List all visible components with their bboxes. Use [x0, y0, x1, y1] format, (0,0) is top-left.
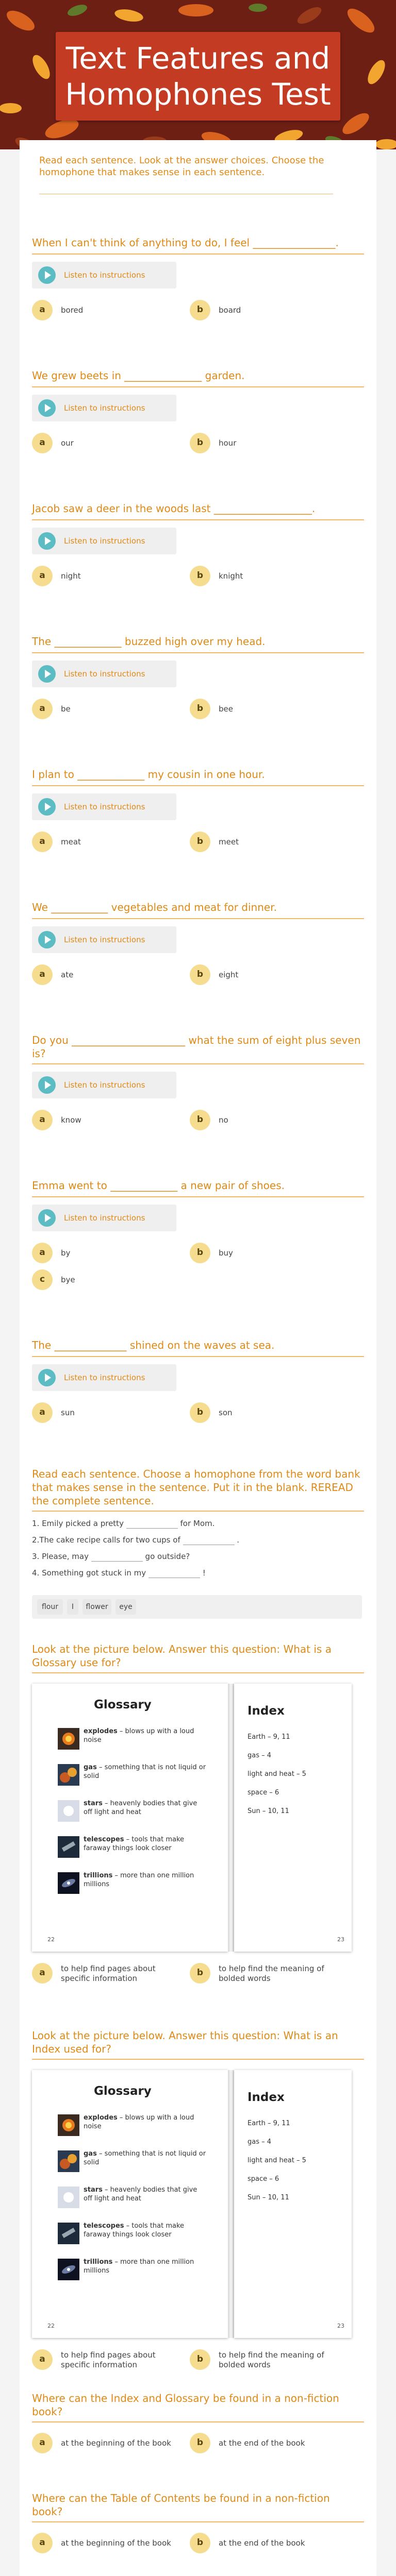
option-label: no: [219, 1115, 228, 1125]
option-letter: a: [32, 832, 53, 852]
option-label: bee: [219, 704, 233, 714]
option-letter: b: [190, 1963, 210, 1984]
listen-button[interactable]: [32, 926, 176, 953]
option-label: ate: [61, 970, 74, 979]
option-b[interactable]: [190, 1243, 314, 1263]
play-icon: [38, 931, 56, 948]
option-label: bored: [61, 306, 84, 315]
question-text: The _____________ buzzed high over my head.: [32, 635, 266, 648]
option-b[interactable]: [190, 832, 314, 852]
play-icon: [38, 1369, 56, 1386]
glossary-definition: – heavenly bodies that give off light and heat: [84, 1800, 197, 1816]
play-icon: [38, 266, 56, 284]
word-chip[interactable]: I: [67, 1599, 78, 1615]
index-entry: space – 6: [248, 1789, 279, 1797]
question-divider: [32, 1063, 364, 1064]
question-divider: [32, 519, 364, 520]
word-bank: [32, 1595, 362, 1619]
book-spine: [228, 1684, 234, 1952]
question-divider: [32, 785, 364, 786]
wordbank-sentence-4: [32, 1568, 206, 1578]
page-title: Text Features and Homophones Test: [65, 41, 331, 112]
glossary-term: telescopes: [84, 1836, 124, 1843]
question-text: The ______________ shined on the waves at sea.: [32, 1339, 275, 1351]
option-a[interactable]: [32, 2533, 176, 2553]
option-label: to help find pages about specific information: [61, 2350, 156, 2369]
option-b[interactable]: [190, 1402, 314, 1423]
option-a[interactable]: [32, 1402, 156, 1423]
glossary-entry: [58, 2149, 223, 2178]
glossary-term: explodes: [84, 2114, 118, 2122]
blank-input[interactable]: [91, 1552, 143, 1562]
glossary-entry: [58, 2222, 223, 2250]
option-label: meet: [219, 837, 239, 846]
glossary-term: stars: [84, 2186, 103, 2194]
question-divider: [32, 2059, 364, 2060]
gas-image: [58, 1764, 79, 1786]
glossary-term: explodes: [84, 1727, 118, 1735]
option-label: bye: [61, 1275, 75, 1284]
option-letter: a: [32, 1402, 53, 1423]
question-text: Look at the picture below. Answer this question: What is an Index used for?: [32, 2029, 338, 2055]
index-entry: gas – 4: [248, 1752, 272, 1759]
option-b[interactable]: [190, 433, 314, 453]
option-label: at the end of the book: [219, 2438, 305, 2448]
blank-input[interactable]: [148, 1569, 200, 1578]
glossary-book-image: [32, 1684, 352, 1952]
play-icon: [38, 399, 56, 417]
question-divider: [32, 1196, 364, 1197]
play-icon: [38, 532, 56, 550]
index-entry: light and heat – 5: [248, 2157, 306, 2164]
option-letter: a: [32, 1243, 53, 1263]
option-a[interactable]: [32, 964, 156, 985]
option-b[interactable]: [190, 566, 314, 586]
option-a[interactable]: [32, 566, 156, 586]
option-letter: b: [190, 699, 210, 719]
glossary-entry: [58, 1871, 223, 1900]
option-label: to help find pages about specific information: [61, 1964, 156, 1983]
sentence-start: 3. Please, may: [32, 1552, 89, 1561]
option-label: buy: [219, 1248, 233, 1258]
explosion-image: [58, 1728, 79, 1750]
stars-image: [58, 1800, 79, 1822]
option-letter: a: [32, 2533, 53, 2553]
explosion-image: [58, 2114, 79, 2136]
glossary-entry: [58, 1727, 223, 1756]
question-text: Emma went to _____________ a new pair of shoes.: [32, 1179, 285, 1192]
option-label: at the beginning of the book: [61, 2438, 171, 2448]
option-a[interactable]: [32, 1243, 156, 1263]
glossary-page: [32, 1684, 228, 1952]
option-label: by: [61, 1248, 71, 1258]
page-number: 23: [337, 1936, 344, 1943]
wordbank-divider: [32, 1511, 364, 1512]
question-divider: [32, 2421, 364, 2422]
index-book-image: [32, 2070, 352, 2338]
glossary-page: [32, 2070, 228, 2338]
question-divider: [32, 386, 364, 387]
option-b[interactable]: [190, 699, 314, 719]
option-b[interactable]: [190, 300, 314, 320]
sentence-end: !: [202, 1568, 206, 1578]
glossary-definition: – tools that make faraway things look closer: [84, 1836, 185, 1852]
glossary-definition: – something that is not liquid or solid: [84, 1764, 206, 1780]
glossary-term: trillions: [84, 2258, 113, 2266]
option-b[interactable]: [190, 1110, 314, 1130]
play-icon: [38, 665, 56, 683]
sentence-start: 1. Emily picked a pretty: [32, 1519, 124, 1528]
glossary-definition: – more than one million millions: [84, 2258, 194, 2275]
play-icon: [38, 1209, 56, 1227]
index-entry: gas – 4: [248, 2138, 272, 2146]
option-label: hour: [219, 438, 237, 448]
option-letter: b: [190, 2349, 210, 2370]
index-title: Index: [248, 1704, 285, 1718]
option-letter: c: [32, 1269, 53, 1290]
option-letter: b: [190, 1110, 210, 1130]
glossary-term: stars: [84, 1800, 103, 1807]
listen-label: Listen to instructions: [64, 802, 145, 811]
option-label: board: [219, 306, 241, 315]
listen-button[interactable]: [32, 1205, 176, 1231]
option-letter: b: [190, 2433, 210, 2453]
index-entry: Sun – 10, 11: [248, 2194, 289, 2201]
question-text: Where can the Index and Glossary be found in a non-fiction book?: [32, 2392, 339, 2418]
page-number: 22: [47, 2323, 55, 2329]
option-letter: b: [190, 2533, 210, 2553]
header-banner: [0, 0, 396, 149]
question-divider: [32, 1672, 364, 1673]
question-divider: [32, 1356, 364, 1357]
glossary-entry: [58, 1763, 223, 1792]
option-letter: b: [190, 832, 210, 852]
listen-button[interactable]: [32, 1364, 176, 1391]
listen-button[interactable]: [32, 528, 176, 554]
glossary-definition: – something that is not liquid or solid: [84, 2150, 206, 2166]
glossary-definition: – blows up with a loud noise: [84, 2114, 194, 2130]
listen-label: Listen to instructions: [64, 1213, 145, 1223]
option-a[interactable]: [32, 1963, 176, 1984]
option-label: knight: [219, 571, 243, 581]
option-b[interactable]: [190, 2533, 334, 2553]
question-text: Look at the picture below. Answer this question: What is a Glossary use for?: [32, 1643, 332, 1669]
option-letter: a: [32, 1110, 53, 1130]
index-entry: Sun – 10, 11: [248, 1807, 289, 1815]
sentence-start: 2.The cake recipe calls for two cups of: [32, 1535, 180, 1545]
listen-label: Listen to instructions: [64, 536, 145, 546]
listen-label: Listen to instructions: [64, 403, 145, 413]
glossary-entry: [58, 1799, 223, 1828]
listen-button[interactable]: [32, 660, 176, 687]
option-a[interactable]: [32, 699, 156, 719]
option-letter: a: [32, 1963, 53, 1984]
wordbank-sentence-2: [32, 1535, 239, 1545]
sentence-end: .: [237, 1535, 240, 1545]
option-letter: a: [32, 964, 53, 985]
sentence-end: for Mom.: [180, 1519, 215, 1528]
glossary-term: trillions: [84, 1872, 113, 1879]
glossary-term: gas: [84, 1764, 97, 1771]
option-label: son: [219, 1408, 233, 1417]
listen-label: Listen to instructions: [64, 270, 145, 280]
page-number: 23: [337, 2323, 344, 2329]
option-label: night: [61, 571, 81, 581]
option-label: sun: [61, 1408, 75, 1417]
glossary-title: Glossary: [94, 2084, 152, 2098]
option-label: to help find the meaning of bolded words: [219, 1964, 324, 1983]
option-letter: b: [190, 1402, 210, 1423]
book-spine: [228, 2070, 234, 2338]
blank-input[interactable]: [183, 1536, 235, 1545]
index-title: Index: [248, 2091, 285, 2104]
glossary-definition: – blows up with a loud noise: [84, 1727, 194, 1744]
option-letter: b: [190, 1243, 210, 1263]
glossary-definition: – tools that make faraway things look closer: [84, 2222, 185, 2239]
listen-label: Listen to instructions: [64, 1373, 145, 1382]
index-page: [234, 1684, 352, 1952]
question-text: We ___________ vegetables and meat for dinner.: [32, 901, 277, 913]
play-icon: [38, 1076, 56, 1094]
option-letter: a: [32, 300, 53, 320]
word-chip[interactable]: flour: [37, 1599, 63, 1615]
option-letter: a: [32, 566, 53, 586]
glossary-title: Glossary: [94, 1698, 152, 1711]
index-entry: space – 6: [248, 2175, 279, 2183]
question-divider: [32, 918, 364, 919]
option-label: meat: [61, 837, 81, 846]
question-text: Do you ______________________ what the sum of eight plus seven is?: [32, 1034, 361, 1060]
question-text: Where can the Table of Contents be found in a non-fiction book?: [32, 2492, 330, 2518]
glossary-term: telescopes: [84, 2222, 124, 2230]
telescope-image: [58, 2223, 79, 2244]
galaxy-image: [58, 1872, 79, 1894]
option-a[interactable]: [32, 2349, 176, 2370]
option-letter: a: [32, 699, 53, 719]
option-letter: a: [32, 433, 53, 453]
option-a[interactable]: [32, 433, 156, 453]
question-text: When I can't think of anything to do, I feel ________________.: [32, 236, 339, 249]
option-b[interactable]: [190, 2433, 334, 2453]
question-divider: [32, 253, 364, 255]
option-b[interactable]: [190, 1963, 334, 1984]
listen-button[interactable]: [32, 262, 176, 289]
wordbank-sentence-3: [32, 1552, 190, 1562]
glossary-entry: [58, 2113, 223, 2142]
option-a[interactable]: [32, 832, 156, 852]
option-label: at the beginning of the book: [61, 2538, 171, 2548]
option-c[interactable]: [32, 1269, 156, 1290]
listen-label: Listen to instructions: [64, 935, 145, 944]
option-label: be: [61, 704, 71, 714]
index-entry: Earth – 9, 11: [248, 1733, 290, 1741]
glossary-definition: – more than one million millions: [84, 1872, 194, 1888]
option-letter: b: [190, 433, 210, 453]
index-entry: light and heat – 5: [248, 1770, 306, 1778]
option-letter: b: [190, 964, 210, 985]
stars-image: [58, 2187, 79, 2208]
page-number: 22: [47, 1936, 55, 1943]
option-a[interactable]: [32, 1110, 156, 1130]
glossary-term: gas: [84, 2150, 97, 2158]
galaxy-image: [58, 2259, 79, 2280]
wordbank-sentence-1: [32, 1519, 214, 1529]
glossary-entry: [58, 2185, 223, 2214]
option-a[interactable]: [32, 2433, 176, 2453]
listen-button[interactable]: [32, 395, 176, 421]
word-chip[interactable]: flower: [82, 1599, 111, 1615]
worksheet-card: [20, 140, 376, 2576]
index-entry: Earth – 9, 11: [248, 2120, 290, 2127]
option-label: our: [61, 438, 74, 448]
question-text: Jacob saw a deer in the woods last ___________________.: [32, 502, 316, 515]
telescope-image: [58, 1836, 79, 1858]
wordbank-instructions: Read each sentence. Choose a homophone from the word bank that makes sense in the sentence. Put it in the blank. REREAD the complete sentence.: [32, 1468, 360, 1507]
title-box: [56, 32, 340, 121]
option-letter: b: [190, 300, 210, 320]
option-letter: a: [32, 2349, 53, 2370]
word-chip[interactable]: eye: [116, 1599, 136, 1615]
gas-image: [58, 2150, 79, 2172]
option-b[interactable]: [190, 964, 314, 985]
question-divider: [32, 2521, 364, 2522]
listen-label: Listen to instructions: [64, 669, 145, 679]
glossary-entry: [58, 2258, 223, 2286]
question-divider: [32, 652, 364, 653]
option-letter: a: [32, 2433, 53, 2453]
option-label: eight: [219, 970, 239, 979]
option-label: to help find the meaning of bolded words: [219, 2350, 324, 2369]
option-label: at the end of the book: [219, 2538, 305, 2548]
listen-button[interactable]: [32, 1072, 176, 1098]
glossary-entry: [58, 1835, 223, 1864]
option-letter: b: [190, 566, 210, 586]
question-text: We grew beets in _______________ garden.: [32, 369, 245, 382]
play-icon: [38, 798, 56, 816]
glossary-definition: – heavenly bodies that give off light and heat: [84, 2186, 197, 2202]
option-label: know: [61, 1115, 81, 1125]
listen-label: Listen to instructions: [64, 1080, 145, 1090]
option-a[interactable]: [32, 300, 156, 320]
question-text: I plan to _____________ my cousin in one hour.: [32, 768, 265, 781]
listen-button[interactable]: [32, 793, 176, 820]
sentence-start: 4. Something got stuck in my: [32, 1568, 146, 1578]
intro-text: Read each sentence. Look at the answer choices. Choose the homophone that makes sense in each sentence.: [39, 155, 324, 178]
index-page: [234, 2070, 352, 2338]
option-b[interactable]: [190, 2349, 334, 2370]
sentence-end: go outside?: [145, 1552, 190, 1561]
blank-input[interactable]: [126, 1519, 178, 1529]
